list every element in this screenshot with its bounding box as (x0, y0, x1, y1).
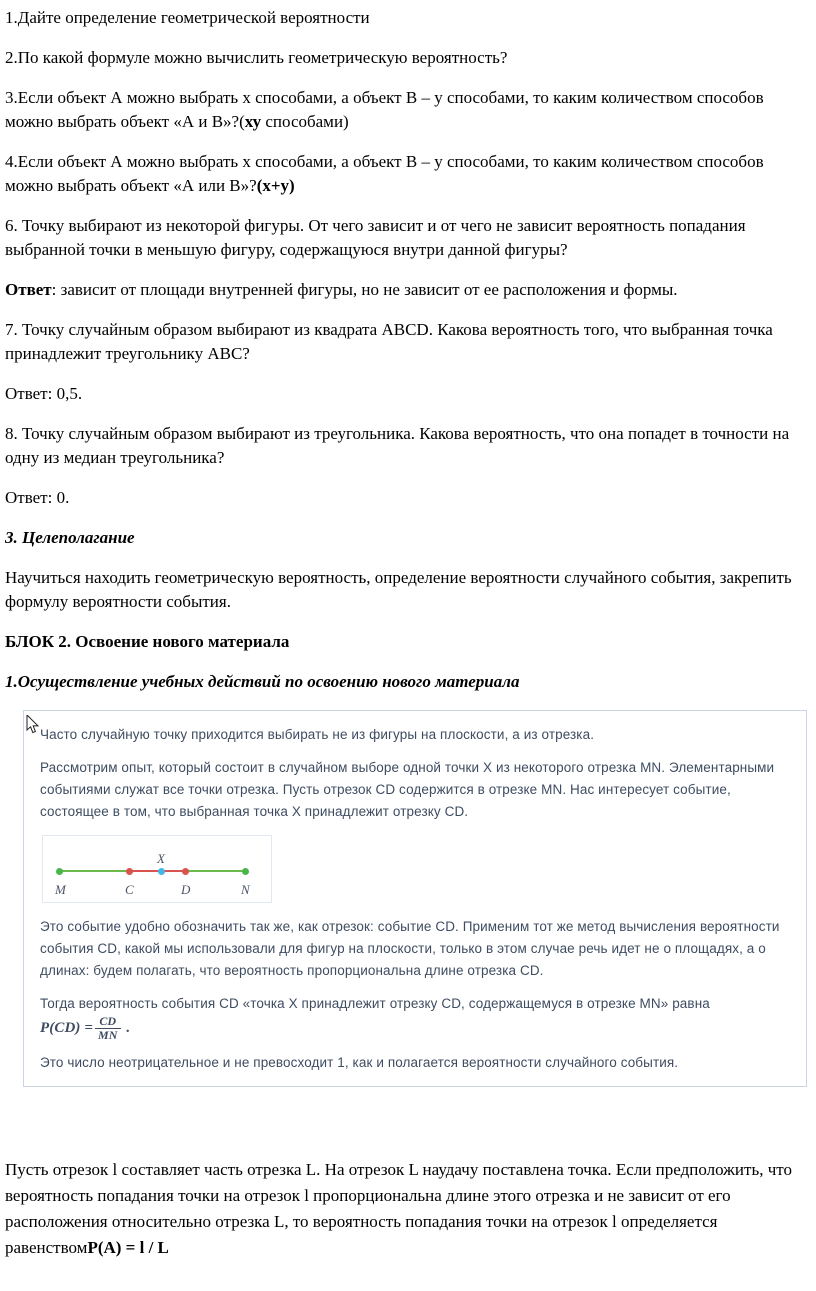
formula-lhs: P(CD) = (40, 1020, 93, 1036)
closing-paragraph-text: Пусть отрезок l составляет часть отрезка L. На отрезок L наудачу поставлена точка. Если предположить, что вероятность попадания точки на отрезок l пропорциональна длине этого отрезка и не зависит от его расположения относительно отрезка L, то вероятность попадания точки на отрезок l определяется равенством (5, 1160, 792, 1258)
answer-8-text: Ответ: 0. (5, 488, 70, 507)
formula-fraction (95, 1015, 121, 1041)
block2-subheading (5, 670, 794, 694)
label-c: C (125, 882, 134, 897)
question-4-text: 4.Если объект А можно выбрать х способами, а объект В – у способами, то каким количеством способов можно выбрать объект «А или В»? (5, 152, 764, 195)
question-3-tail: способами) (261, 112, 349, 131)
shot-paragraph-5 (40, 1052, 792, 1074)
segment-diagram (42, 835, 272, 903)
shot-paragraph-4 (40, 993, 792, 1041)
shot-paragraph-3-text: Это событие удобно обозначить так же, как отрезок: событие CD. Применим тот же метод вычисления вероятности события CD, какой мы использовали для фигур на плоскости, только в этом случае речь идет не о площадях, а о длинах: будем полагать, что вероятность пропорциональна длине отрезка CD. (40, 919, 780, 978)
shot-paragraph-2 (40, 757, 792, 823)
question-2 (5, 46, 794, 70)
question-2-text: 2.По какой формуле можно вычислить геометрическую вероятность? (5, 48, 508, 67)
question-8-text: 8. Точку случайным образом выбирают из треугольника. Какова вероятность, что она попадет в точности на одну из медиан треугольника? (5, 424, 790, 467)
point-c-dot (126, 868, 133, 875)
question-1 (5, 6, 794, 30)
question-6 (5, 214, 794, 262)
shot-paragraph-4-text: Тогда вероятность события CD «точка X принадлежит отрезку CD, содержащемуся в отрезке MN» равна (40, 996, 710, 1011)
answer-7-text: Ответ: 0,5. (5, 384, 83, 403)
point-d-dot (182, 868, 189, 875)
shot-paragraph-1-text: Часто случайную точку приходится выбирать не из фигуры на плоскости, а из отрезка. (40, 727, 595, 742)
label-n: N (241, 882, 250, 897)
number-line (55, 851, 251, 898)
mouse-cursor-icon (26, 715, 41, 741)
shot-paragraph-2-text: Рассмотрим опыт, который состоит в случайном выборе одной точки X из некоторого отрезка MN. Элементарными событиями служат все точки отрезка. Пусть отрезок CD содержится в отрезке MN. Нас интересует событие, состоящее в том, что выбранная точка X принадлежит отрезку CD. (40, 760, 775, 819)
point-n-dot (242, 868, 249, 875)
block2-heading-text: БЛОК 2. Освоение нового материала (5, 632, 290, 651)
question-3 (5, 86, 794, 134)
answer-6-label: Ответ (5, 280, 52, 299)
goal-paragraph-text: Научиться находить геометрическую вероятность, определение вероятности случайного события, закрепить формулу вероятности события. (5, 568, 792, 611)
shot-paragraph-5-text: Это число неотрицательное и не превосходит 1, как и полагается вероятности случайного события. (40, 1055, 679, 1071)
question-3-answer-bold: ху (244, 112, 262, 131)
question-1-text: 1.Дайте определение геометрической вероятности (5, 8, 370, 27)
question-6-text: 6. Точку выбирают из некоторой фигуры. От чего зависит и от чего не зависит вероятность попадания выбранной точки в меньшую фигуру, содержащуюся внутри данной фигуры? (5, 216, 746, 259)
shot-paragraph-3 (40, 916, 792, 982)
label-m: M (55, 882, 66, 897)
formula-numerator: CD (95, 1015, 121, 1029)
formula-denominator: MN (98, 1027, 118, 1042)
segment-cd (129, 870, 185, 872)
goal-paragraph (5, 566, 794, 614)
answer-6 (5, 278, 794, 302)
formula-period: . (122, 1020, 131, 1036)
segment-dn (185, 870, 245, 872)
question-3-text: 3.Если объект А можно выбрать х способами, а объект В – у способами, то каким количеством способов можно выбрать объект «А и В»?( (5, 88, 764, 131)
shot-paragraph-1 (40, 724, 792, 746)
question-4 (5, 150, 794, 198)
point-m-dot (56, 868, 63, 875)
label-d: D (181, 882, 191, 897)
closing-paragraph (5, 1157, 794, 1261)
question-8 (5, 422, 794, 470)
block2-subheading-text: 1.Осуществление учебных действий по освоению нового материала (5, 672, 520, 691)
answer-6-text: : зависит от площади внутренней фигуры, но не зависит от ее расположения и формы. (51, 280, 678, 299)
block2-heading (5, 630, 794, 654)
question-7-text: 7. Точку случайным образом выбирают из квадрата ABCD. Какова вероятность того, что выбранная точка принадлежит треугольнику АВС? (5, 320, 773, 363)
goal-heading-text: 3. Целеполагание (5, 528, 135, 547)
answer-7 (5, 382, 794, 406)
goal-heading (5, 526, 794, 550)
lesson-screenshot (23, 710, 807, 1087)
closing-formula-bold: Р(А) = l / L (87, 1238, 169, 1258)
question-4-answer-bold: (х+у) (256, 176, 295, 195)
label-x: X (157, 851, 166, 866)
segment-mc (59, 870, 129, 872)
answer-8 (5, 486, 794, 510)
question-7 (5, 318, 794, 366)
probability-formula (40, 1014, 131, 1042)
